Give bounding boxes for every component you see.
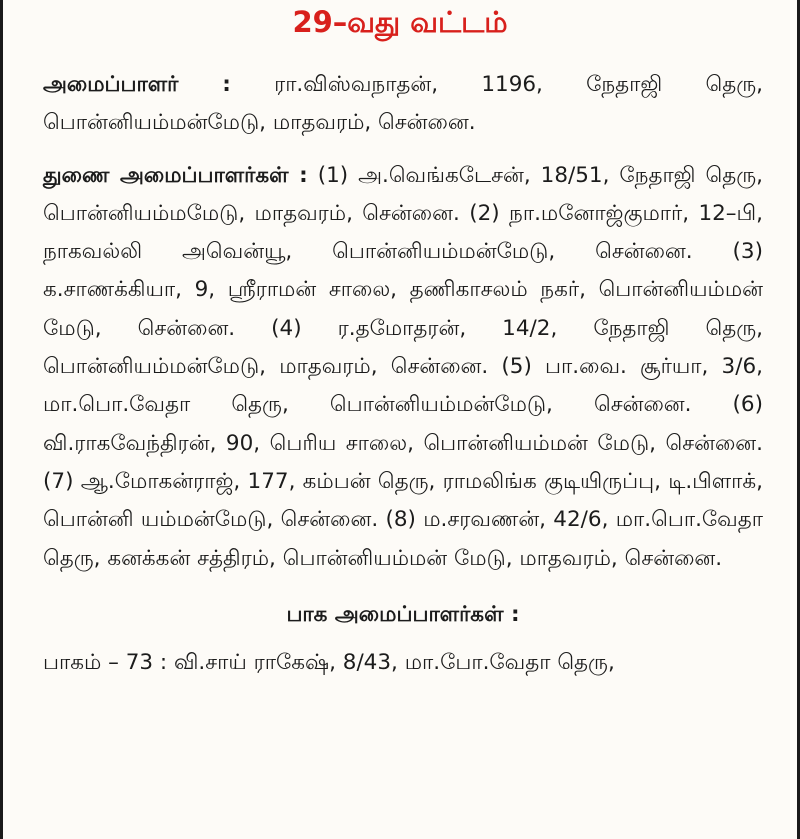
section-heading: பாக அமைப்பாளர்கள் : bbox=[286, 601, 520, 627]
page-title: 29–வது வட்டம் bbox=[292, 5, 508, 39]
organizer-paragraph bbox=[43, 66, 763, 143]
organizer-label: அமைப்பாளர் : bbox=[43, 72, 231, 97]
part-entry: பாகம் – 73 : வி.சாய் ராகேஷ், 8/43, மா.போ.வேதா தெரு, bbox=[43, 650, 615, 676]
deputy-organizers-label: துணை அமைப்பாளர்கள் : bbox=[43, 162, 308, 188]
deputy-organizers-text: (1) அ.வெங்கடேசன், 18/51, நேதாஜி தெரு, பொன்னியம்மமேடு, மாதவரம், சென்னை. (2) நா.மனோஜ்குமார், 12–பி, நாகவல்லி அவென்யூ, பொன்னியம்மன்மேடு, சென்னை. (3) க.சாணக்கியா, 9, ஸ்ரீராமன் சாலை, தணிகாசலம் நகர், பொன்னியம்மன் மேடு, சென்னை. (4) ர.தமோதரன், 14/2, நேதாஜி தெரு, பொன்னியம்மன்மேடு, மாதவரம், சென்னை. (5) பா.வை. சூர்யா, 3/6, மா.பொ.வேதா தெரு, பொன்னியம்மன்மேடு, சென்னை. (6) வி.ராகவேந்திரன், 90, பெரிய சாலை, பொன்னியம்மன் மேடு, சென்னை. (7) ஆ.மோகன்ராஜ், 177, கம்பன் தெரு, ராமலிங்க குடியிருப்பு, டி.பிளாக், பொன்னி யம்மன்மேடு, சென்னை. (8) ம.சரவணன், 42/6, மா.பொ.வேதா தெரு, கனக்கன் சத்திரம், பொன்னியம்மன் மேடு, மாதவரம், சென்னை. bbox=[43, 162, 763, 571]
deputy-organizers-paragraph bbox=[43, 157, 763, 578]
document-body bbox=[43, 66, 763, 682]
organizer-text: ரா.விஸ்வநாதன், 1196, நேதாஜி தெரு, பொன்னியம்மன்மேடு, மாதவரம், சென்னை. bbox=[43, 72, 763, 136]
